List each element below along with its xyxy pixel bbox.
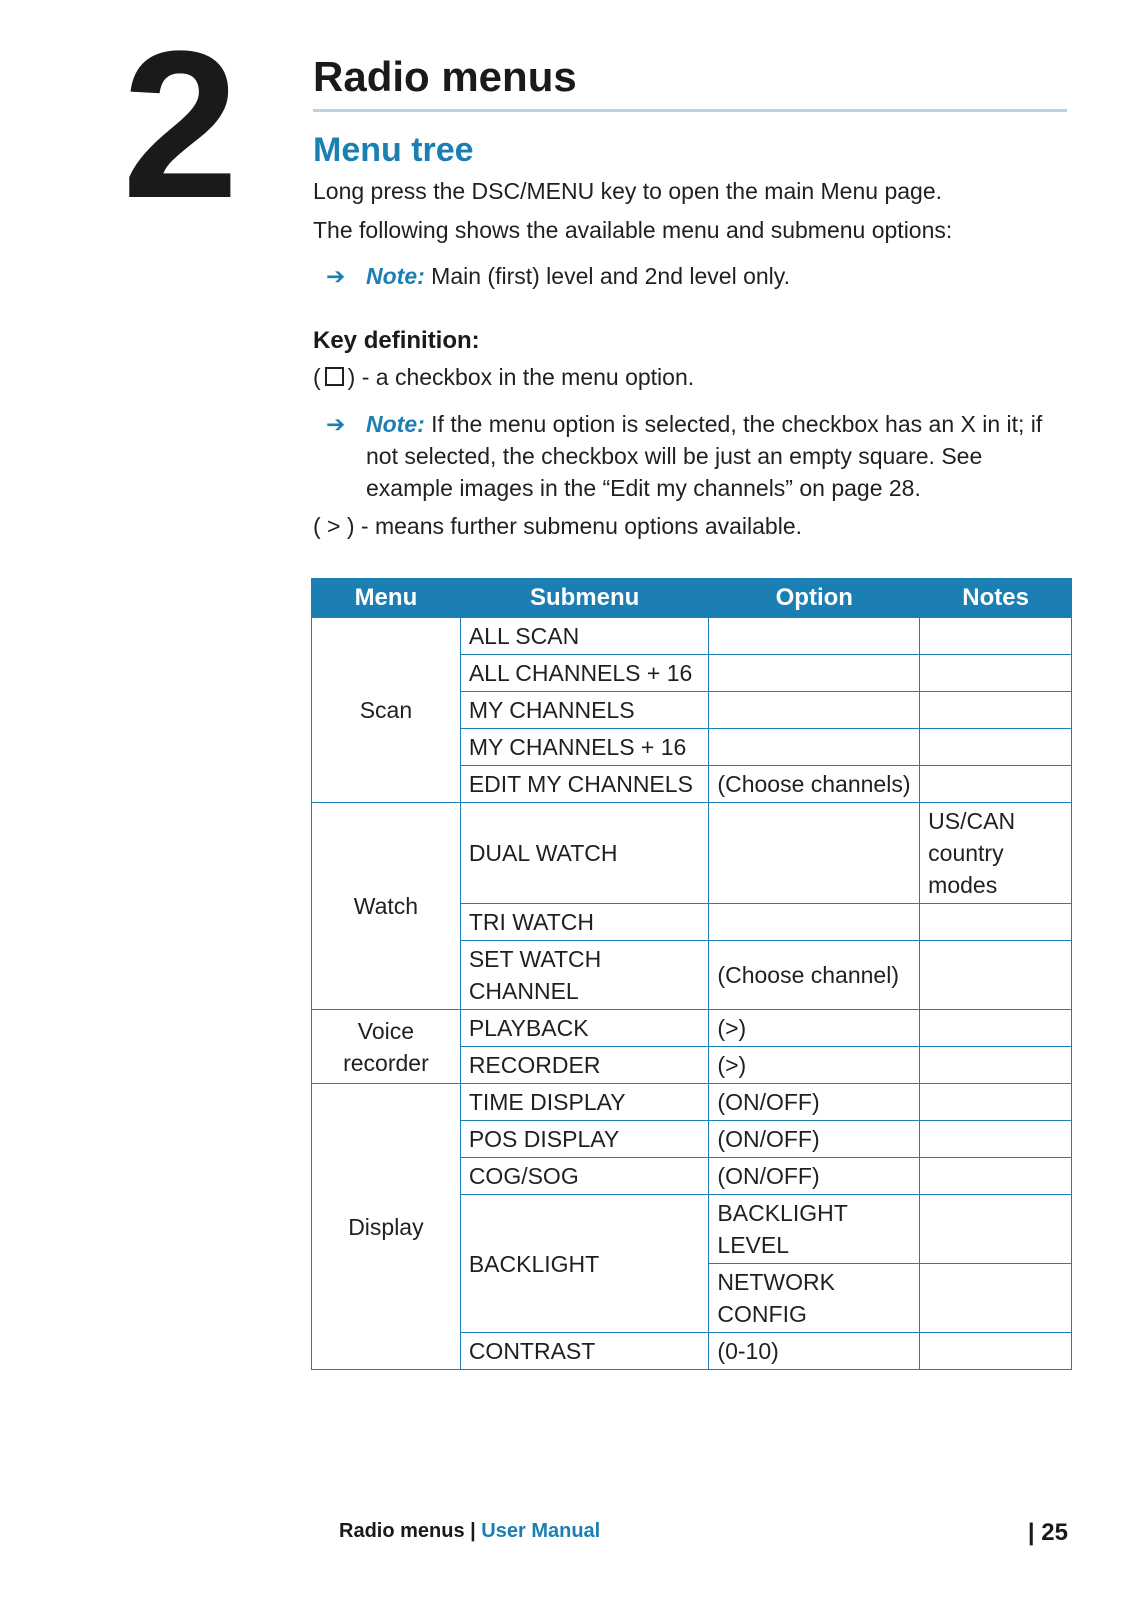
header-submenu: Submenu [460,579,709,618]
notes-cell [920,766,1072,803]
table-row [312,803,1072,904]
submenu-cell: SET WATCH CHANNEL [460,941,709,1010]
submenu-cell: MY CHANNELS [460,692,709,729]
notes-cell [920,904,1072,941]
checkbox-icon [325,367,344,386]
submenu-cell: ALL CHANNELS + 16 [460,655,709,692]
submenu-cell: MY CHANNELS + 16 [460,729,709,766]
submenu-cell: TRI WATCH [460,904,709,941]
notes-cell [920,1264,1072,1333]
option-cell: (Choose channels) [709,766,920,803]
option-cell [709,803,920,904]
table-row [312,1084,1072,1121]
notes-cell [920,1121,1072,1158]
section-title: Menu tree [313,131,474,169]
menu-cell-scan: Scan [312,618,461,803]
notes-cell [920,1333,1072,1370]
intro-line-1: Long press the DSC/MENU key to open the main Menu page. [313,178,943,204]
arrow-right-icon: ➔ [326,263,346,289]
submenu-cell: EDIT MY CHANNELS [460,766,709,803]
submenu-cell: TIME DISPLAY [460,1084,709,1121]
menu-cell-watch: Watch [312,803,461,1010]
submenu-definition: ( > ) - means further submenu options available. [313,513,802,539]
notes-cell [920,1158,1072,1195]
note-text: Main (first) level and 2nd level only. [424,263,790,289]
option-cell [709,618,920,655]
header-menu: Menu [312,579,461,618]
notes-cell [920,1010,1072,1047]
footer-separator: | [464,1520,482,1542]
chapter-number: 2 [122,7,235,242]
note-level [326,260,1071,292]
header-notes: Notes [920,579,1072,618]
notes-cell [920,941,1072,1010]
notes-cell [920,1195,1072,1264]
footer-manual: User Manual [481,1520,601,1542]
note-text: If the menu option is selected, the checkbox has an X in it; if not selected, the checkbox will be just an empty square. See example images in the “Edit my channels” on page 28. [366,411,1043,501]
notes-cell [920,618,1072,655]
checkbox-suffix: ) - a checkbox in the menu option. [347,364,695,390]
submenu-cell: RECORDER [460,1047,709,1084]
notes-cell [920,1047,1072,1084]
chapter-title: Radio menus [313,53,577,100]
option-cell: (ON/OFF) [709,1158,920,1195]
checkbox-prefix: ( [313,364,321,390]
notes-cell: US/CAN country modes [920,803,1072,904]
notes-cell [920,655,1072,692]
note-label: Note: [366,263,425,289]
option-cell: BACKLIGHT LEVEL [709,1195,920,1264]
menu-cell-display: Display [312,1084,461,1370]
option-cell [709,655,920,692]
option-cell: (>) [709,1047,920,1084]
option-cell: NETWORK CONFIG [709,1264,920,1333]
header-option: Option [709,579,920,618]
option-cell: (ON/OFF) [709,1121,920,1158]
menu-tree-table [311,578,1072,1370]
submenu-cell: CONTRAST [460,1333,709,1370]
option-cell [709,729,920,766]
option-cell: (Choose channel) [709,941,920,1010]
checkbox-definition [313,361,694,393]
table-row [312,618,1072,655]
intro-line-2: The following shows the available menu and submenu options: [313,217,953,243]
note-label: Note: [366,411,425,437]
title-rule [313,109,1067,112]
table-header-row [312,579,1072,618]
option-cell: (0-10) [709,1333,920,1370]
option-cell: (>) [709,1010,920,1047]
submenu-cell: POS DISPLAY [460,1121,709,1158]
notes-cell [920,1084,1072,1121]
submenu-cell: BACKLIGHT [460,1195,709,1333]
option-cell: (ON/OFF) [709,1084,920,1121]
key-definition-heading: Key definition: [313,327,480,354]
option-cell [709,904,920,941]
notes-cell [920,729,1072,766]
submenu-cell: PLAYBACK [460,1010,709,1047]
submenu-cell: COG/SOG [460,1158,709,1195]
option-cell [709,692,920,729]
note-checkbox [326,408,1071,504]
arrow-right-icon: ➔ [326,411,346,437]
page-number: | 25 [1027,1519,1068,1546]
submenu-cell: DUAL WATCH [460,803,709,904]
menu-cell-voice-recorder: Voice recorder [312,1010,461,1084]
notes-cell [920,692,1072,729]
submenu-cell: ALL SCAN [460,618,709,655]
footer-section: Radio menus [339,1520,465,1542]
table-row [312,1010,1072,1047]
footer-breadcrumb [339,1520,600,1543]
